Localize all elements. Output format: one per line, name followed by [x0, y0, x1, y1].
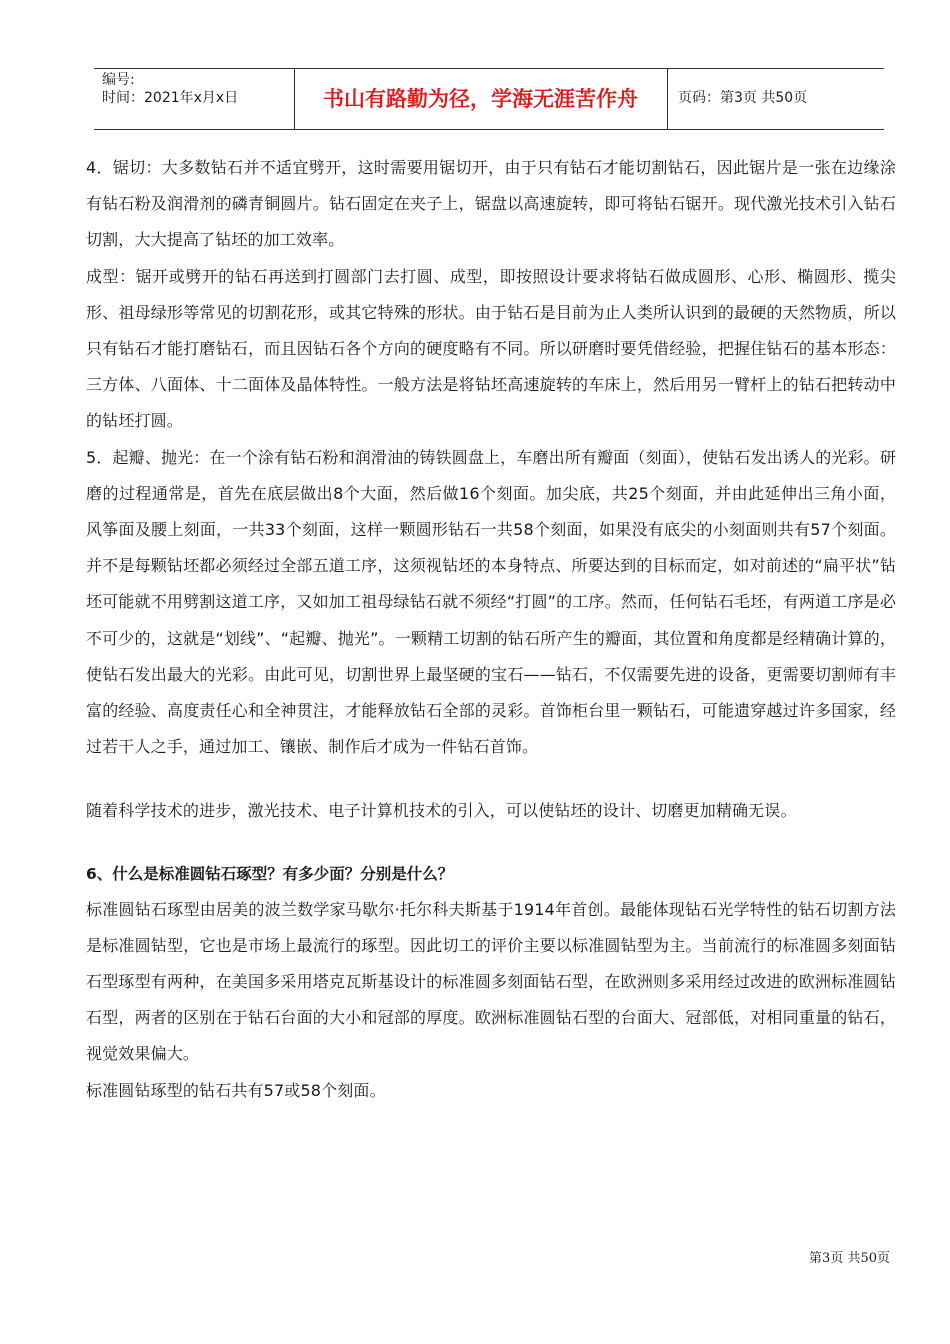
paragraph-polishing: 5．起瓣、抛光：在一个涂有钻石粉和润滑油的铸铁圆盘上，车磨出所有瓣面（刻面），使钻石发出诱人的光彩。研磨的过程通常是，首先在底层做出8个大面，然后做16个刻面。加尖底，共25个刻面，并由此延伸出三角小面，风筝面及腰上刻面，一共33个刻面，这样一颗圆形钻石一共58个刻面，如果没有底尖的小刻面则共有57个刻面。并不是每颗钻坯都必须经过全部五道工序，这须视钻坯的本身特点、所要达到的目标而定，如对前述的“扁平状”钻坯可能就不用劈割这道工序，又如加工祖母绿钻石就不须经“打圆”的工序。然而，任何钻石毛坯，有两道工序是必不可少的，这就是“划线”、“起瓣、抛光”。一颗精工切割的钻石所产生的瓣面，其位置和角度都是经精确计算的，使钻石发出最大的光彩。由此可见，切割世界上最坚硬的宝石——钻石，不仅需要先进的设备，更需要切割师有丰富的经验、高度责任心和全神贯注，才能释放钻石全部的灵彩。首饰柜台里一颗钻石，可能遗穿越过许多国家，经过若干人之手，通过加工、镶嵌、制作后才成为一件钻石首饰。 — [86, 447, 896, 757]
header-meta-cell — [94, 69, 295, 129]
page-header — [94, 68, 884, 130]
paragraph-shaping: 成型：锯开或劈开的钻石再送到打圆部门去打圆、成型，即按照设计要求将钻石做成圆形、心形、椭圆形、揽尖形、祖母绿形等常见的切割花形，或其它特殊的形状。由于钻石是目前为止人类所认识到的最硬的天然物质，所以只有钻石才能打磨钻石，而且因钻石各个方向的硬度略有不同。所以研磨时要凭借经验，把握住钻石的基本形态：三方体、八面体、十二面体及晶体特性。一般方法是将钻坯高速旋转的车床上，然后用另一臂杆上的钻石把转动中的钻坯打圆。 — [86, 266, 896, 431]
paragraph-spacer — [86, 830, 896, 856]
header-motto-cell — [294, 69, 668, 129]
document-number-label: 编号: — [102, 72, 135, 88]
page-footer: 第3页 共50页 — [809, 1251, 890, 1266]
paragraph-technology: 随着科学技术的进步，激光技术、电子计算机技术的引入，可以使钻坯的设计、切磨更加精确无误。 — [86, 801, 797, 821]
paragraph-spacer — [86, 765, 896, 793]
document-time-label: 时间：2021年x月x日 — [102, 90, 239, 106]
paragraph-facet-count: 标准圆钻琢型的钻石共有57或58个刻面。 — [86, 1080, 386, 1100]
header-motto: 书山有路勤为径，学海无涯苦作舟 — [323, 86, 638, 111]
header-page-info: 页码：第3页 共50页 — [678, 90, 808, 106]
header-page-cell — [668, 69, 884, 129]
section-heading: 6、什么是标准圆钻石琢型？有多少面？分别是什么？ — [86, 864, 454, 883]
document-body — [86, 150, 896, 1109]
paragraph-round-brilliant: 标准圆钻石琢型由居美的波兰数学家马歇尔·托尔科夫斯基于1914年首创。最能体现钻石光学特性的钻石切割方法是标准圆钻型，它也是市场上最流行的琢型。因此切工的评价主要以标准圆钻型为主。当前流行的标准圆多刻面钻石型琢型有两种，在美国多采用塔克瓦斯基设计的标准圆多刻面钻石型，在欧洲则多采用经过改进的欧洲标准圆钻石型，两者的区别在于钻石台面的大小和冠部的厚度。欧洲标准圆钻石型的台面大、冠部低，对相同重量的钻石，视觉效果偏大。 — [86, 899, 896, 1064]
paragraph-sawing: 4．锯切：大多数钻石并不适宜劈开，这时需要用锯切开，由于只有钻石才能切割钻石，因此锯片是一张在边缘涂有钻石粉及润滑剂的磷青铜圆片。钻石固定在夹子上，锯盘以高速旋转，即可将钻石锯开。现代激光技术引入钻石切割，大大提高了钻坯的加工效率。 — [86, 158, 896, 250]
